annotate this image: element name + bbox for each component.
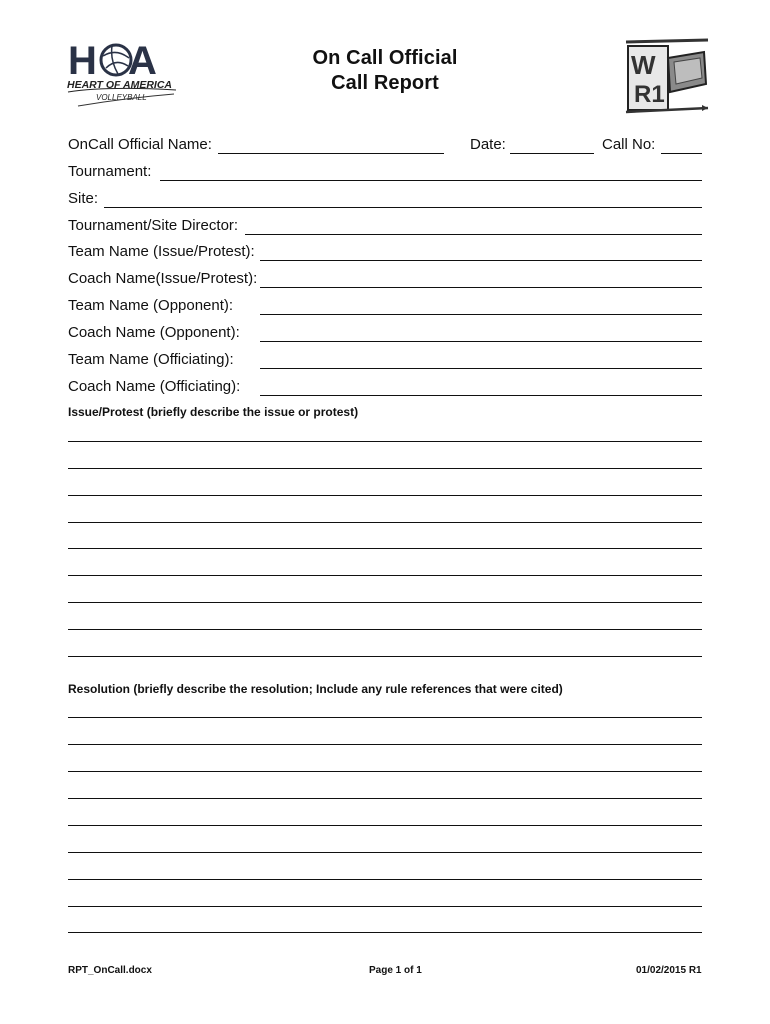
team-issue-label: Team Name (Issue/Protest): <box>68 243 255 260</box>
team-opponent-field[interactable] <box>260 314 702 315</box>
resolution-line[interactable] <box>68 744 702 745</box>
coach-issue-row <box>68 270 702 292</box>
official-name-field[interactable] <box>218 153 444 154</box>
issue-line[interactable] <box>68 495 702 496</box>
resolution-line[interactable] <box>68 717 702 718</box>
call-no-label: Call No: <box>602 136 656 153</box>
site-label: Site: <box>68 190 99 207</box>
coach-opponent-field[interactable] <box>260 341 702 342</box>
title-line-1: On Call Official <box>312 47 458 69</box>
issue-line[interactable] <box>68 548 702 549</box>
director-row <box>68 217 702 239</box>
date-field[interactable] <box>510 153 594 154</box>
official-name-label: OnCall Official Name: <box>68 136 212 153</box>
hoa-logo-text: HEART OF AMERICA <box>67 79 172 91</box>
top-row <box>68 136 702 158</box>
issue-line[interactable] <box>68 602 702 603</box>
svg-text:VOLLEYBALL: VOLLEYBALL <box>96 93 147 102</box>
title-line-2: Call Report <box>331 72 439 94</box>
coach-opponent-label: Coach Name (Opponent): <box>68 324 240 341</box>
coach-issue-field[interactable] <box>260 287 702 288</box>
coach-officiating-label: Coach Name (Officiating): <box>68 378 241 395</box>
call-no-field[interactable] <box>661 153 702 154</box>
team-officiating-field[interactable] <box>260 368 702 369</box>
svg-text:R1: R1 <box>634 81 665 108</box>
issue-line[interactable] <box>68 468 702 469</box>
site-field[interactable] <box>104 207 702 208</box>
wr1-whistle-logo-icon <box>622 36 710 118</box>
footer-page-number: Page 1 of 1 <box>369 965 422 976</box>
team-opponent-label: Team Name (Opponent): <box>68 297 234 314</box>
coach-opponent-row <box>68 324 702 346</box>
resolution-line[interactable] <box>68 825 702 826</box>
team-officiating-label: Team Name (Officiating): <box>68 351 234 368</box>
date-label: Date: <box>470 136 506 153</box>
resolution-line[interactable] <box>68 852 702 853</box>
issue-line[interactable] <box>68 656 702 657</box>
coach-issue-label: Coach Name(Issue/Protest): <box>68 270 258 287</box>
issue-line[interactable] <box>68 575 702 576</box>
team-officiating-row <box>68 351 702 373</box>
issue-line[interactable] <box>68 629 702 630</box>
resolution-line[interactable] <box>68 798 702 799</box>
hoa-volleyball-logo-icon <box>66 36 178 114</box>
resolution-heading: Resolution (briefly describe the resolution; Include any rule references that were cited) <box>68 682 563 696</box>
director-label: Tournament/Site Director: <box>68 217 239 234</box>
resolution-line[interactable] <box>68 879 702 880</box>
resolution-line[interactable] <box>68 906 702 907</box>
form-title <box>260 46 510 96</box>
team-issue-field[interactable] <box>260 260 702 261</box>
footer-revision: 01/02/2015 R1 <box>636 965 702 976</box>
tournament-row <box>68 163 702 185</box>
svg-text:W: W <box>631 50 656 80</box>
coach-officiating-row <box>68 378 702 400</box>
svg-text:A: A <box>128 39 157 83</box>
issue-heading: Issue/Protest (briefly describe the issue or protest) <box>68 405 359 419</box>
footer-filename: RPT_OnCall.docx <box>68 965 152 976</box>
issue-line[interactable] <box>68 522 702 523</box>
director-field[interactable] <box>245 234 702 235</box>
coach-officiating-field[interactable] <box>260 395 702 396</box>
resolution-line[interactable] <box>68 932 702 933</box>
issue-line[interactable] <box>68 441 702 442</box>
tournament-label: Tournament: <box>68 163 152 180</box>
site-row <box>68 190 702 212</box>
resolution-line[interactable] <box>68 771 702 772</box>
svg-text:H: H <box>68 39 95 83</box>
team-opponent-row <box>68 297 702 319</box>
team-issue-row <box>68 243 702 265</box>
tournament-field[interactable] <box>160 180 702 181</box>
